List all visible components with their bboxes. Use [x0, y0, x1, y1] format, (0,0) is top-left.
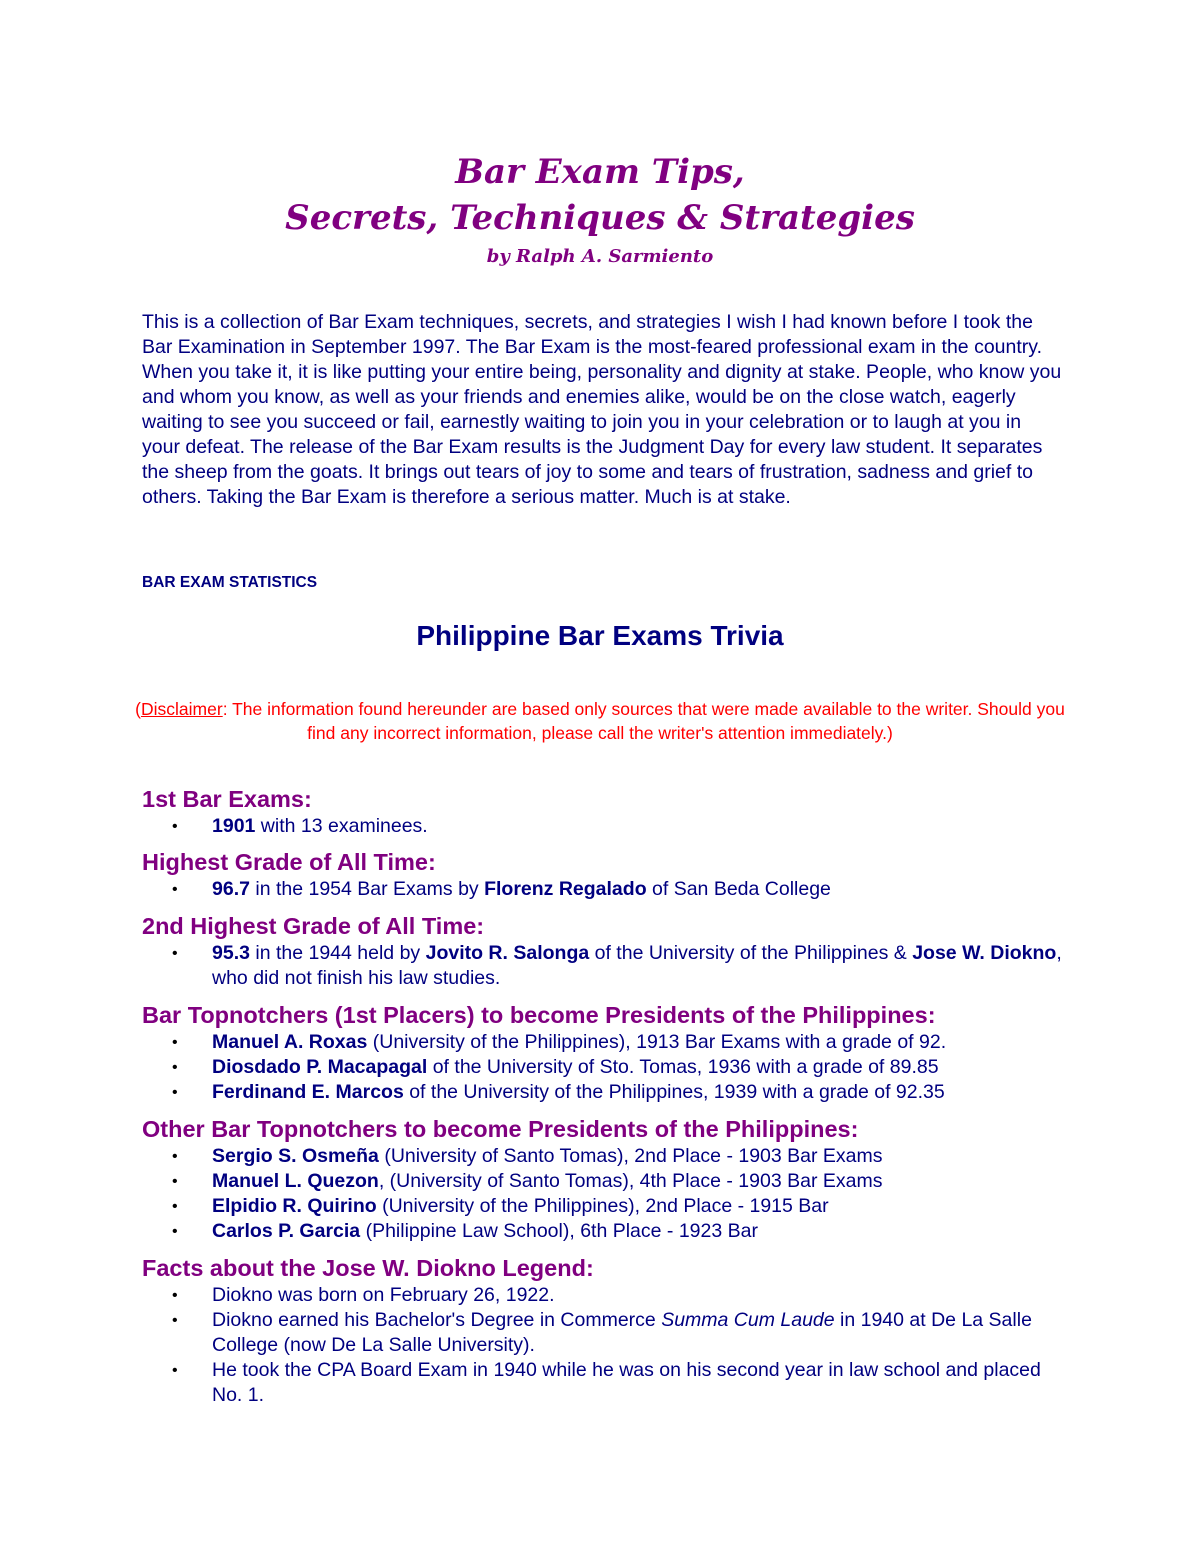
- disclaimer-text: : The information found hereunder are based only sources that were made available to the writer. Should you find any incorrect information, please call the writer's attention immediately.): [222, 699, 1065, 743]
- bullet-icon: •: [172, 1173, 178, 1190]
- list-item: [142, 941, 1062, 991]
- intro-paragraph: This is a collection of Bar Exam techniques, secrets, and strategies I wish I had known before I took the Bar Examination in September 1997. The Bar Exam is the most-feared professional exam in the country. When you take it, it is like putting your entire being, personality and dignity at stake. People, who know you and whom you know, as well as your friends and enemies alike, would be on the close watch, eagerly waiting to see you succeed or fail, earnestly waiting to join you in your celebration or to laugh at you in your defeat. The release of the Bar Exam results is the Judgment Day for every law student. It separates the sheep from the goats. It brings out tears of joy to some and tears of frustration, sadness and grief to others. Taking the Bar Exam is therefore a serious matter. Much is at stake.: [142, 311, 1062, 508]
- bold-text: Ferdinand E. Marcos: [212, 1081, 404, 1103]
- byline: by Ralph A. Sarmiento: [486, 246, 714, 267]
- section-heading: Facts about the Jose W. Diokno Legend:: [142, 1255, 594, 1281]
- bullet-icon: •: [172, 818, 178, 835]
- bullet-icon: •: [172, 1084, 178, 1101]
- section-heading: 1st Bar Exams:: [142, 786, 312, 812]
- item-text: (University of the Philippines), 2nd Place - 1915 Bar: [376, 1195, 829, 1217]
- item-text: of San Beda College: [646, 878, 831, 900]
- item-text: of the University of Sto. Tomas, 1936 with a grade of 89.85: [427, 1056, 939, 1078]
- bold-text: 1901: [212, 815, 256, 837]
- italic-text: Summa Cum Laude: [661, 1309, 835, 1331]
- list-item: [142, 1144, 1062, 1169]
- bullet-icon: •: [172, 1362, 178, 1379]
- section-heading: 2nd Highest Grade of All Time:: [142, 913, 485, 939]
- item-text: with 13 examinees.: [255, 815, 428, 837]
- bold-text: Diosdado P. Macapagal: [212, 1056, 428, 1078]
- bullet-icon: •: [172, 1059, 178, 1076]
- list-item: [142, 1308, 1062, 1358]
- list-item: [142, 1219, 1062, 1244]
- item-text: , who did not finish his law studies.: [212, 942, 1062, 989]
- bold-text: Manuel A. Roxas: [212, 1031, 368, 1053]
- bold-text: Carlos P. Garcia: [212, 1220, 361, 1242]
- bold-text: Sergio S. Osmeña: [212, 1145, 379, 1167]
- bold-text: Manuel L. Quezon: [212, 1170, 379, 1192]
- bullet-icon: •: [172, 1223, 178, 1240]
- bullet-icon: •: [172, 1287, 178, 1304]
- section-other-topnotchers: [142, 1114, 1062, 1244]
- item-text: , (University of Santo Tomas), 4th Place - 1903 Bar Exams: [378, 1170, 883, 1192]
- section-heading: Bar Topnotchers (1st Placers) to become Presidents of the Philippines:: [142, 1002, 936, 1028]
- bold-text: Florenz Regalado: [484, 878, 647, 900]
- list-item: [142, 1194, 1062, 1219]
- bullet-icon: •: [172, 1148, 178, 1165]
- section-first-bar-exams: [142, 784, 1062, 839]
- disclaimer-open: (: [135, 699, 141, 719]
- item-text: He took the CPA Board Exam in 1940 while he was on his second year in law school and placed No. 1.: [212, 1359, 1041, 1406]
- section-highest-grade: [142, 847, 1062, 902]
- list-item: [142, 814, 1062, 839]
- list-item: [142, 1358, 1062, 1408]
- item-text: in 1940 at De La Salle College (now De La Salle University).: [212, 1309, 1032, 1356]
- section-diokno-legend: [142, 1253, 1062, 1408]
- list-item: [142, 1055, 1062, 1080]
- section-list: [142, 941, 1062, 991]
- disclaimer-label: Disclaimer: [141, 699, 223, 719]
- title-line-1: Bar Exam Tips,: [455, 152, 745, 192]
- bold-text: Jovito R. Salonga: [425, 942, 590, 964]
- section-list: [142, 1283, 1062, 1408]
- item-text: Diokno was born on February 26, 1922.: [212, 1284, 555, 1306]
- stats-label: BAR EXAM STATISTICS: [142, 574, 318, 591]
- bold-text: 96.7: [212, 878, 250, 900]
- item-text: Diokno earned his Bachelor's Degree in Commerce: [212, 1309, 662, 1331]
- bullet-icon: •: [172, 1198, 178, 1215]
- section-heading: Highest Grade of All Time:: [142, 849, 436, 875]
- title-line-2: Secrets, Techniques & Strategies: [285, 198, 915, 238]
- trivia-title: Philippine Bar Exams Trivia: [416, 620, 784, 651]
- bold-text: 95.3: [212, 942, 250, 964]
- bullet-icon: •: [172, 1034, 178, 1051]
- bold-text: Elpidio R. Quirino: [212, 1195, 377, 1217]
- bullet-icon: •: [172, 1312, 178, 1329]
- list-item: [142, 1283, 1062, 1308]
- section-list: [142, 877, 1062, 902]
- disclaimer: [130, 697, 1070, 745]
- item-text: (Philippine Law School), 6th Place - 1923 Bar: [360, 1220, 758, 1242]
- item-text: in the 1944 held by: [249, 942, 426, 964]
- item-text: (University of Santo Tomas), 2nd Place - 1903 Bar Exams: [378, 1145, 883, 1167]
- item-text: of the University of the Philippines, 1939 with a grade of 92.35: [403, 1081, 945, 1103]
- list-item: [142, 1030, 1062, 1055]
- bullet-icon: •: [172, 881, 178, 898]
- section-list: [142, 1144, 1062, 1244]
- section-topnotchers-presidents: [142, 1000, 1062, 1105]
- section-list: [142, 1030, 1062, 1105]
- section-second-highest-grade: [142, 911, 1062, 991]
- section-heading: Other Bar Topnotchers to become Presidents of the Philippines:: [142, 1116, 859, 1142]
- bold-text: Jose W. Diokno: [912, 942, 1057, 964]
- item-text: of the University of the Philippines &: [589, 942, 913, 964]
- list-item: [142, 877, 1062, 902]
- section-list: [142, 814, 1062, 839]
- item-text: (University of the Philippines), 1913 Bar Exams with a grade of 92.: [367, 1031, 947, 1053]
- bullet-icon: •: [172, 945, 178, 962]
- list-item: [142, 1169, 1062, 1194]
- item-text: in the 1954 Bar Exams by: [249, 878, 485, 900]
- list-item: [142, 1080, 1062, 1105]
